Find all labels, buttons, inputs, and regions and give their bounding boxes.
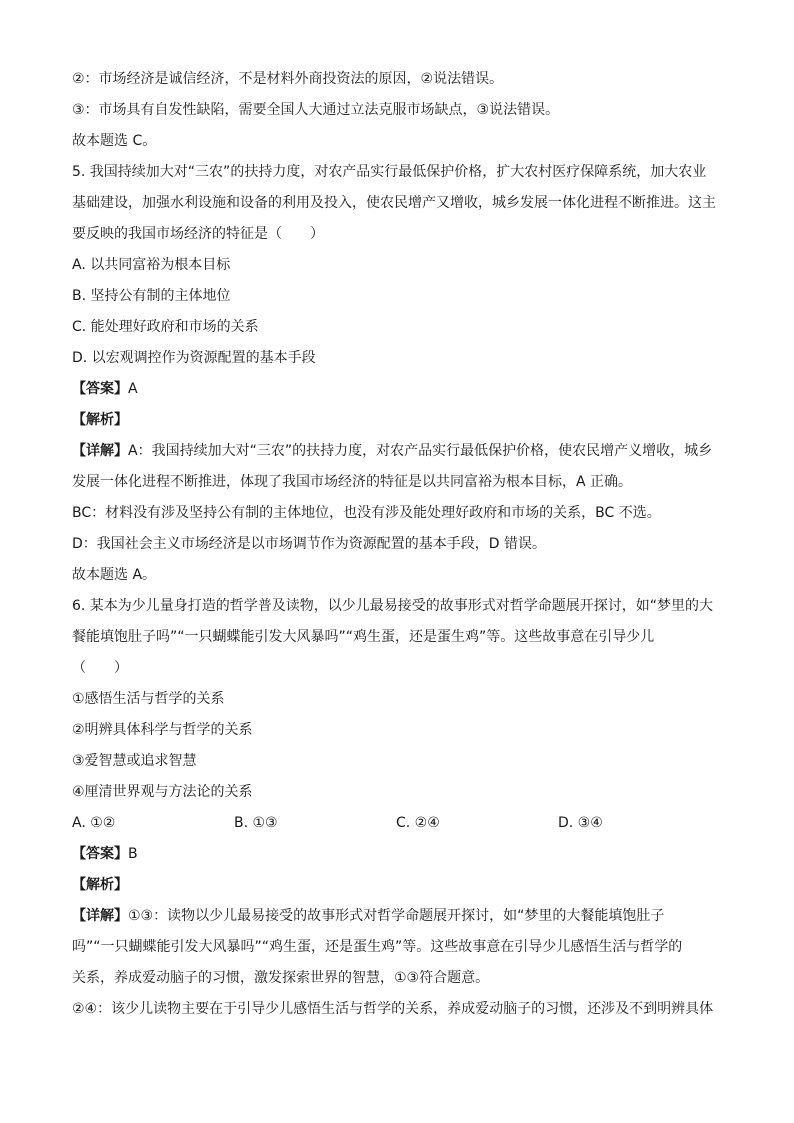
detail-line xyxy=(72,436,724,467)
answer-line xyxy=(72,839,724,870)
question-5-stem: 5. 我国持续加大对“三农”的扶持力度，对农产品实行最低保护价格，扩大农村医疗保障系统，加大农业 xyxy=(72,164,707,180)
question-5-option-c: C. 能处理好政府和市场的关系 xyxy=(72,319,259,335)
question-6-stem: （ ） xyxy=(72,660,128,676)
detail-tag: 【详解】 xyxy=(72,908,128,924)
text-line: ③：市场具有自发性缺陷，需要全国人大通过立法克服市场缺点，③说法错误。 xyxy=(72,102,560,118)
analysis-tag: 【解析】 xyxy=(72,412,128,428)
question-6-option-d: D. ③④ xyxy=(558,815,603,831)
text-line: BC：材料没有涉及坚持公有制的主体地位，也没有涉及能处理好政府和市场的关系，BC 不选。 xyxy=(72,505,661,521)
text-line: 吗”“一只蝴蝶能引发大风暴吗”“鸡生蛋，还是蛋生鸡”等。这些故事意在引导少儿感悟生活与哲学的 xyxy=(72,939,683,955)
document-page xyxy=(72,64,724,1025)
answer-line xyxy=(72,374,724,405)
question-6-option-b: B. ①③ xyxy=(234,815,278,831)
text-line: ②：市场经济是诚信经济，不是材料外商投资法的原因，②说法错误。 xyxy=(72,71,504,87)
answer-value: A xyxy=(128,381,138,397)
detail-text: ①③：读物以少儿最易接受的故事形式对哲学命题展开探讨，如“梦里的大餐能填饱肚子 xyxy=(128,908,665,924)
answer-value: B xyxy=(128,846,138,862)
analysis-line xyxy=(72,405,724,436)
question-5-stem: 要反映的我国市场经济的特征是（ ） xyxy=(72,226,324,242)
question-6-item-3: ③爱智慧或追求智慧 xyxy=(72,753,197,769)
text-line: ②④：该少儿读物主要在于引导少儿感悟生活与哲学的关系，养成爱动脑子的习惯，还涉及不到明辨具体 xyxy=(72,1001,714,1017)
question-6-stem: 6. 某本为少儿量身打造的哲学普及读物，以少儿最易接受的故事形式对哲学命题展开探讨，如“梦里的大 xyxy=(72,598,714,614)
detail-text: A：我国持续加大对“三农”的扶持力度，对农产品实行最低保护价格，使农民增产义增收，城乡 xyxy=(128,443,713,459)
question-5-stem: 基础建设，加强水利设施和设备的利用及投入，使农民增产又增收，城乡发展一体化进程不断推进。这主 xyxy=(72,195,716,211)
detail-line xyxy=(72,901,724,932)
text-line: 故本题选 C。 xyxy=(72,133,157,149)
question-6-stem: 餐能填饱肚子吗”“一只蝴蝶能引发大风暴吗”“鸡生蛋，还是蛋生鸡”等。这些故事意在引导少儿 xyxy=(72,629,655,645)
question-6-option-c: C. ②④ xyxy=(396,815,440,831)
question-6-options xyxy=(72,808,724,839)
analysis-tag: 【解析】 xyxy=(72,877,128,893)
question-6-item-1: ①感悟生活与哲学的关系 xyxy=(72,691,225,707)
analysis-line xyxy=(72,870,724,901)
answer-tag: 【答案】 xyxy=(72,381,128,397)
text-line: 故本题选 A。 xyxy=(72,567,157,583)
text-line: D：我国社会主义市场经济是以市场调节作为资源配置的基本手段，D 错误。 xyxy=(72,536,547,552)
question-6-item-2: ②明辨具体科学与哲学的关系 xyxy=(72,722,253,738)
question-6-option-a: A. ①② xyxy=(72,815,116,831)
answer-tag: 【答案】 xyxy=(72,846,128,862)
question-5-option-d: D. 以宏观调控作为资源配置的基本手段 xyxy=(72,350,316,366)
question-5-option-b: B. 坚持公有制的主体地位 xyxy=(72,288,231,304)
text-line: 发展一体化进程不断推进，体现了我国市场经济的特征是以共同富裕为根本目标，A 正确。 xyxy=(72,474,633,490)
question-5-option-a: A. 以共同富裕为根本目标 xyxy=(72,257,231,273)
detail-tag: 【详解】 xyxy=(72,443,128,459)
text-line: 关系，养成爱动脑子的习惯，激发探索世界的智慧，①③符合题意。 xyxy=(72,970,490,986)
question-6-item-4: ④厘清世界观与方法论的关系 xyxy=(72,784,253,800)
